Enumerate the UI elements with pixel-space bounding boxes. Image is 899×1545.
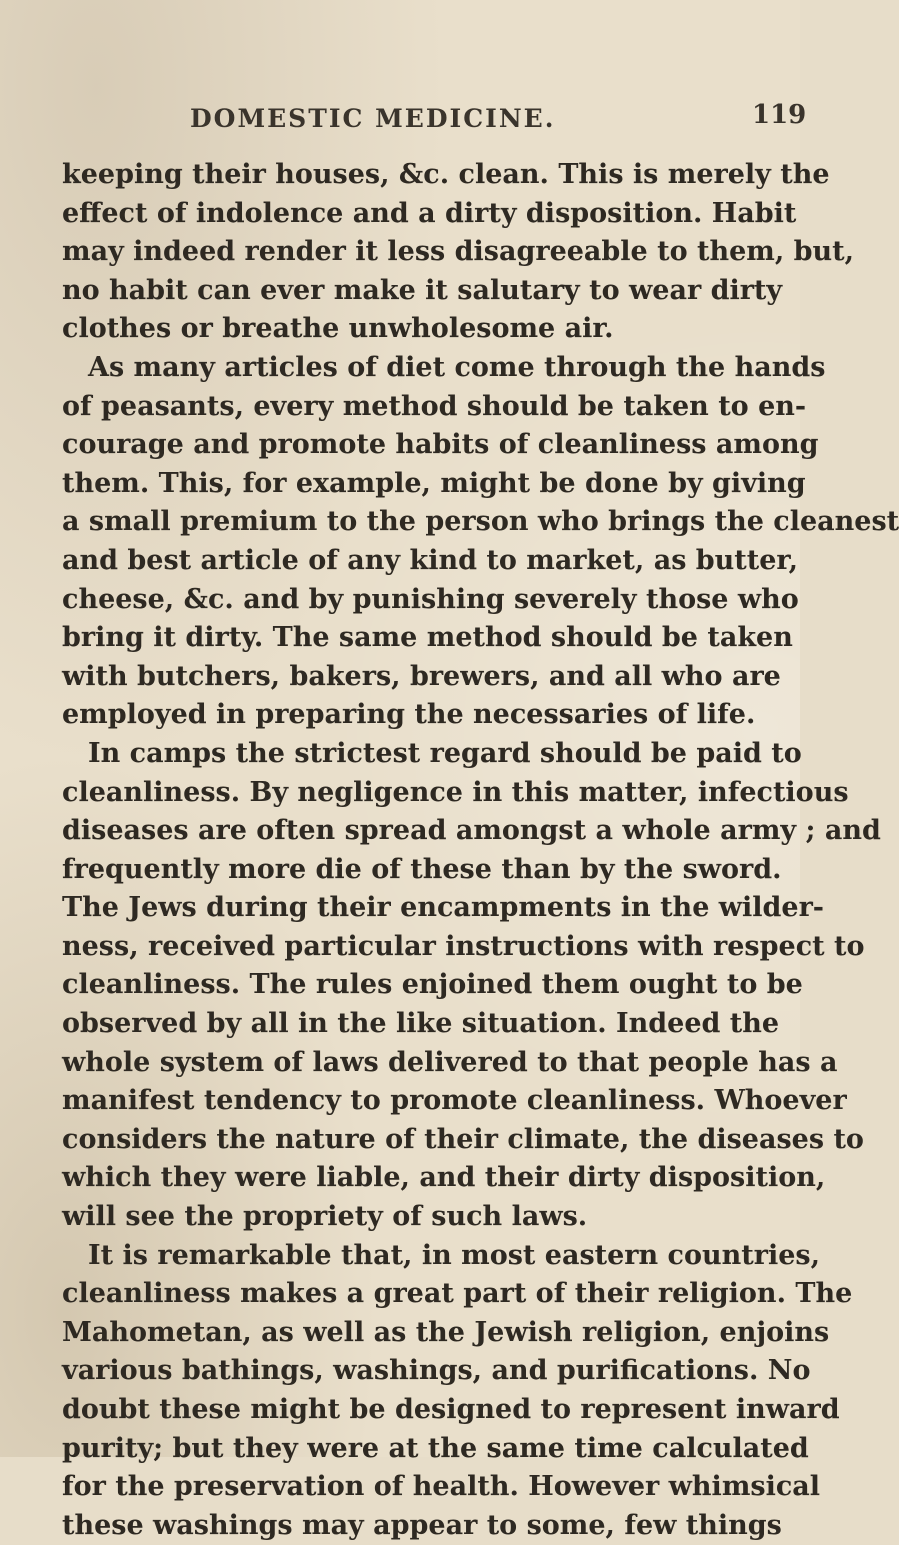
text-line: various bathings, washings, and purifications. No [62, 1355, 811, 1387]
running-title: DOMESTIC MEDICINE. [190, 104, 556, 133]
text-line: observed by all in the like situation. Indeed the [62, 1008, 780, 1040]
body-text [62, 156, 899, 1545]
text-line: frequently more die of these than by the sword. [62, 853, 782, 885]
text-line: Mahometan, as well as the Jewish religion, enjoins [62, 1316, 830, 1348]
text-line: considers the nature of their climate, the diseases to [62, 1123, 864, 1155]
text-line: may indeed render it less disagreeable to them, but, [62, 236, 855, 268]
text-line: for the preservation of health. However whimsical [62, 1471, 821, 1503]
text-line: cheese, &c. and by punishing severely those who [62, 583, 799, 615]
text-line: and best article of any kind to market, as butter, [62, 544, 799, 576]
text-line: which they were liable, and their dirty disposition, [62, 1162, 826, 1194]
text-line: doubt these might be designed to represent inward [62, 1394, 840, 1425]
text-line: effect of indolence and a dirty disposition. Habit [62, 197, 797, 229]
text-line: cleanliness. The rules enjoined them ought to be [62, 969, 803, 1001]
text-line: with butchers, bakers, brewers, and all who are [62, 660, 781, 692]
text-line: no habit can ever make it salutary to wear dirty [62, 274, 783, 306]
text-line: The Jews during their encampments in the wilder- [62, 892, 825, 924]
text-line: cleanliness. By negligence in this matter, infectious [62, 776, 849, 808]
text-line: them. This, for example, might be done by giving [62, 467, 806, 499]
text-line: employed in preparing the necessaries of life. [62, 699, 756, 731]
paragraph-first-line: It is remarkable that, in most eastern countries, [88, 1239, 820, 1271]
text-line: cleanliness makes a great part of their religion. The [62, 1278, 853, 1310]
text-line: purity; but they were at the same time calculated [62, 1432, 809, 1464]
text-line: of peasants, every method should be taken to en- [62, 390, 807, 422]
text-line: a small premium to the person who brings the cleanest [62, 506, 899, 538]
text-line: keeping their houses, &c. clean. This is merely the [62, 159, 830, 190]
text-line: clothes or breathe unwholesome air. [62, 313, 614, 345]
text-line: these washings may appear to some, few things [62, 1509, 782, 1541]
running-head [0, 100, 807, 144]
text-line: whole system of laws delivered to that people has a [62, 1046, 838, 1078]
text-line: diseases are often spread amongst a whole army ; and [62, 815, 881, 847]
text-line: bring it dirty. The same method should be taken [62, 622, 793, 654]
paragraph-first-line: As many articles of diet come through the hands [88, 351, 826, 383]
text-line: ness, received particular instructions with respect to [62, 930, 865, 962]
page-number: 119 [752, 100, 807, 130]
paragraph-first-line: In camps the strictest regard should be paid to [88, 737, 802, 769]
text-line: will see the propriety of such laws. [62, 1201, 588, 1233]
text-line: courage and promote habits of cleanliness among [62, 429, 819, 461]
text-line: manifest tendency to promote cleanliness. Whoever [62, 1085, 847, 1117]
